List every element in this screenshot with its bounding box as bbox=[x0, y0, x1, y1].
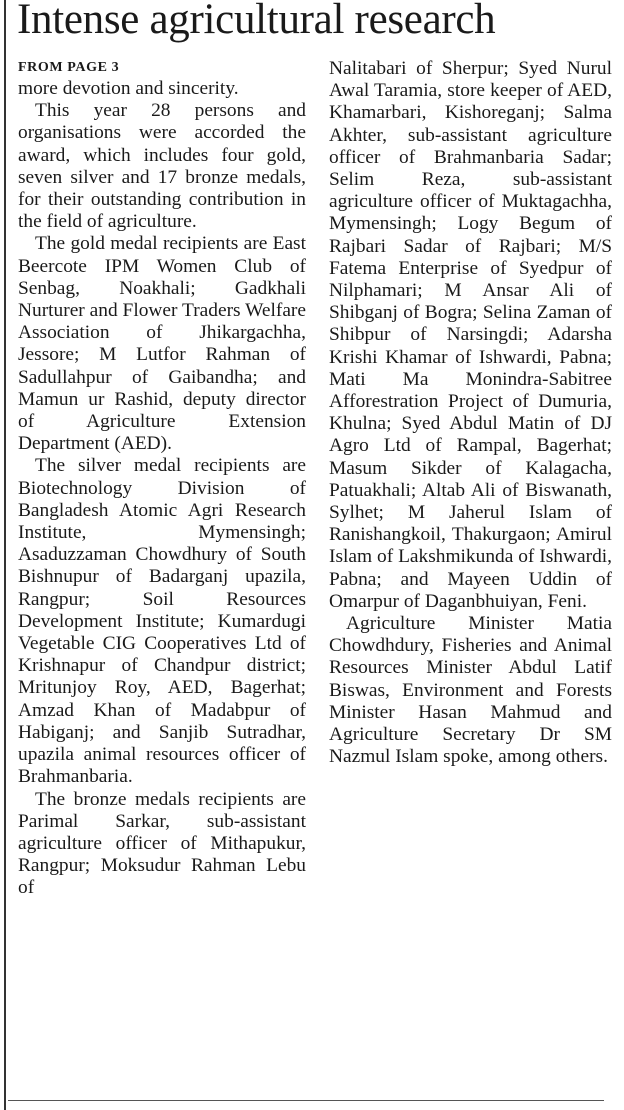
paragraph-speakers: Agriculture Minister Matia Chowdhdury, Fisheries and Animal Resources Minister Abdul Latif Biswas, Environment and Forests Minister Hasan Mahmud and Agriculture Secretary Dr SM Nazmul Islam spoke, among others. bbox=[329, 613, 612, 768]
bottom-divider bbox=[8, 1100, 604, 1101]
continuation-kicker: FROM PAGE 3 bbox=[18, 60, 120, 75]
article-headline: Intense agricultural research bbox=[17, 0, 496, 43]
paragraph-bronze-recipients-start: The bronze medals recipients are Parimal Sarkar, sub-assistant agriculture officer of Mithapukur, Rangpur; Moksudur Rahman Lebu of bbox=[18, 788, 306, 899]
article-column-right bbox=[329, 58, 612, 769]
paragraph-award-summary: This year 28 persons and organisations were accorded the award, which includes four gold, seven silver and 17 bronze medals, for their outstanding contribution in the field of agriculture. bbox=[18, 100, 306, 233]
article-column-left bbox=[18, 58, 306, 900]
column-rule-left bbox=[4, 0, 6, 1110]
paragraph-continuation: more devotion and sincerity. bbox=[18, 78, 239, 99]
paragraph-bronze-recipients-cont: Nalitabari of Sherpur; Syed Nurul Awal Taramia, store keeper of AED, Khamarbari, Kishoreganj; Salma Akhter, sub-assistant agriculture officer of Brahmanbaria Sadar; Selim Reza, sub-assistant agriculture officer of Muktagachha, Mymensingh; Logy Begum of Rajbari Sadar of Rajbari; M/S Fatema Enterprise of Syedpur of Nilphamari; M Ansar Ali of Shibganj of Bogra; Selina Zaman of Shibpur of Narsingdi; Adarsha Krishi Khamar of Ishwardi, Pabna; Mati Ma Monindra-Sabitree Afforestration Project of Dumuria, Khulna; Syed Abdul Matin of DJ Agro Ltd of Rampal, Bagerhat; Masum Sikder of Kalagacha, Patuakhali; Altab Ali of Biswanath, Sylhet; M Jaherul Islam of Ranishangkoil, Thakurgaon; Amirul Islam of Lakshmikunda of Ishwardi, Pabna; and Mayeen Uddin of Omarpur of Daganbhuiyan, Feni. bbox=[329, 58, 612, 612]
paragraph-silver-recipients: The silver medal recipients are Biotechnology Division of Bangladesh Atomic Agri Research Institute, Mymensingh; Asaduzzaman Chowdhury of South Bishnupur of Badarganj upazila, Rangpur; Soil Resources Development Institute; Kumardugi Vegetable CIG Cooperatives Ltd of Krishnapur of Chandpur district; Mritunjoy Roy, AED, Bagerhat; Amzad Khan of Madabpur of Habiganj; and Sanjib Sutradhar, upazila animal resources officer of Brahmanbaria. bbox=[18, 455, 306, 788]
paragraph-gold-recipients: The gold medal recipients are East Beercote IPM Women Club of Senbag, Noakhali; Gadkhali Nurturer and Flower Traders Welfare Association of Jhikargachha, Jessore; M Lutfor Rahman of Sadullahpur of Gaibandha; and Mamun ur Rashid, deputy director of Agriculture Extension Department (AED). bbox=[18, 233, 306, 455]
